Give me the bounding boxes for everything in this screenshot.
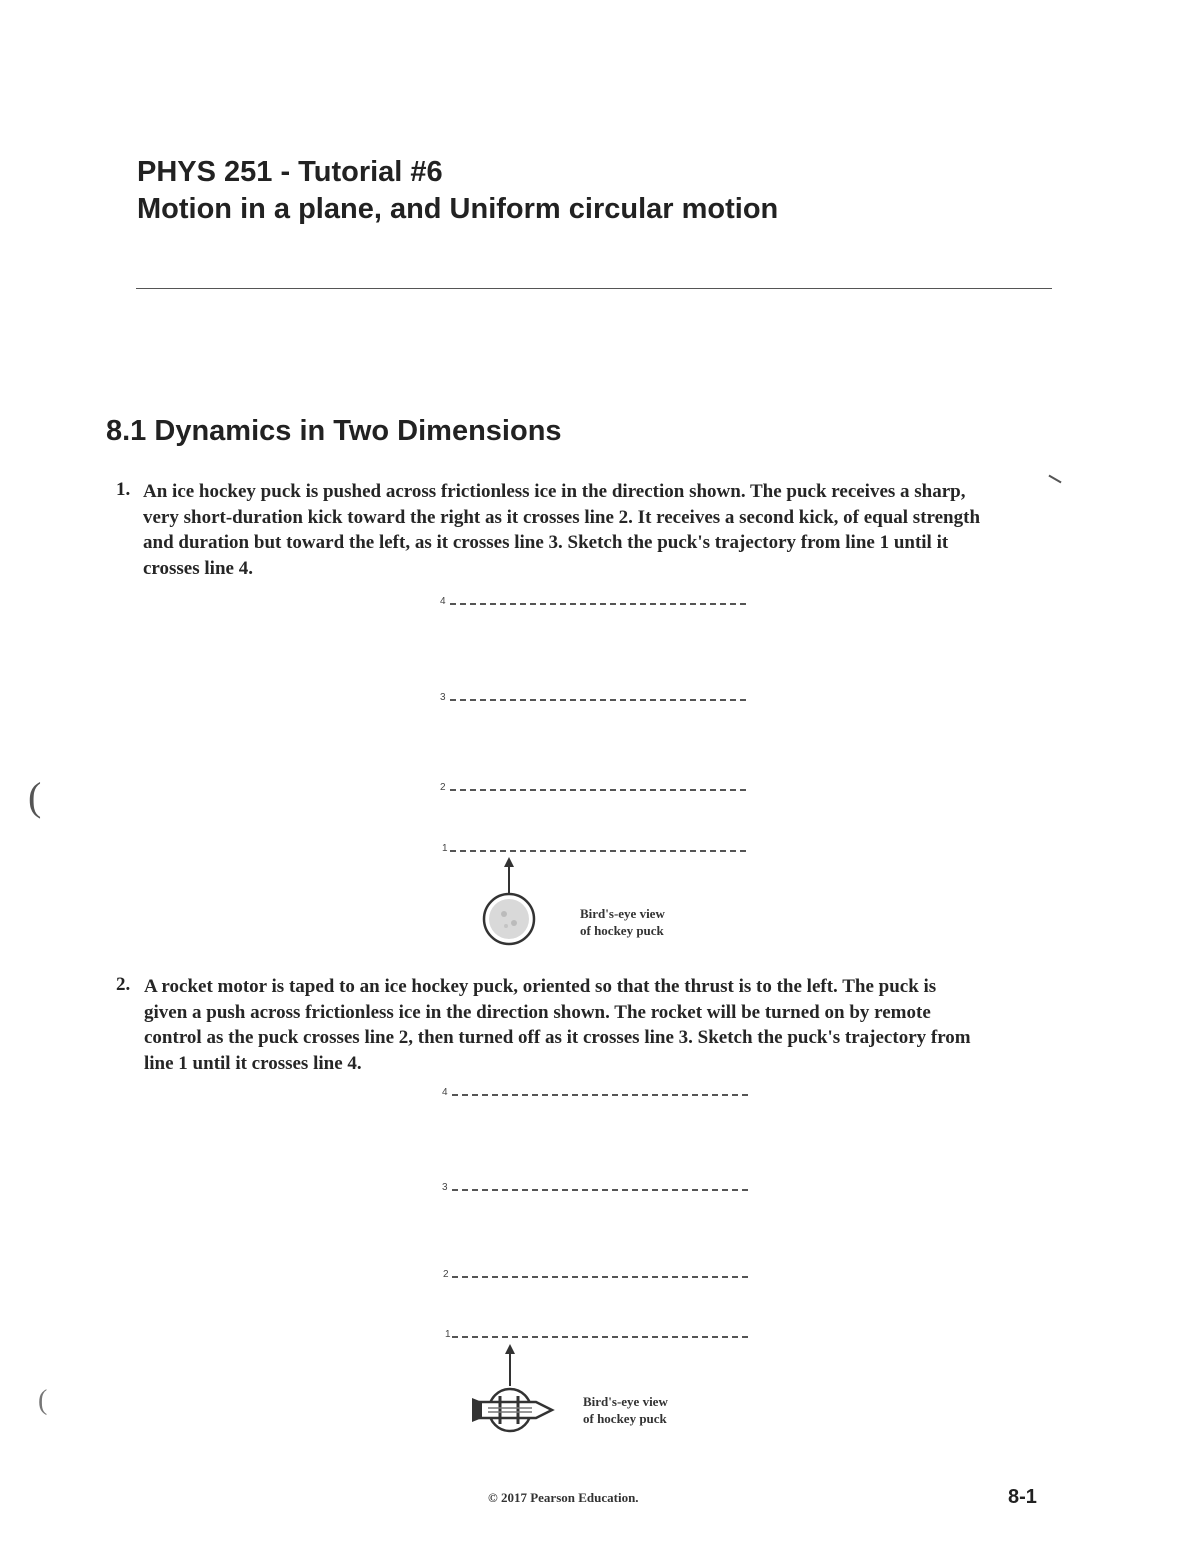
question-text-line: control as the puck crosses line 2, then turned off as it crosses line 3. Sketch the puck's trajectory from — [144, 1027, 971, 1048]
puck-caption — [583, 1393, 668, 1427]
line-label-1: 1 — [442, 843, 448, 854]
question-text-line: A rocket motor is taped to an ice hockey puck, oriented so that the thrust is to the left. The puck is — [144, 976, 937, 997]
question-text-line: very short-duration kick toward the right as it crosses line 2. It receives a second kick, of equal strength — [143, 506, 981, 528]
margin-mark: ( — [28, 774, 42, 819]
dashed-line-4 — [450, 603, 746, 605]
question-1-text — [143, 479, 980, 581]
question-text-line: and duration but toward the left, as it crosses line 3. Sketch the puck's trajectory from line 1 until it — [143, 532, 949, 553]
question-text-line: crosses line 4. — [143, 557, 253, 579]
puck-caption — [580, 905, 665, 939]
dashed-line-4 — [452, 1094, 748, 1096]
dashed-line-3 — [450, 699, 746, 701]
up-arrow-icon — [504, 857, 514, 893]
question-text-line: given a push across frictionless ice in the direction shown. The rocket will be turned on by remote — [144, 1001, 931, 1023]
question-text-line: An ice hockey puck is pushed across frictionless ice in the direction shown. The puck receives a sharp, — [143, 481, 966, 502]
dashed-line-2 — [450, 789, 746, 791]
line-label-3: 3 — [442, 1182, 448, 1193]
line-label-3: 3 — [440, 692, 446, 703]
up-arrow-icon — [505, 1344, 515, 1386]
dashed-line-3 — [452, 1189, 748, 1191]
rocket-puck-icon — [466, 1342, 558, 1434]
header-divider — [136, 288, 1052, 289]
hockey-puck-icon — [476, 855, 540, 947]
section-title: 8.1 Dynamics in Two Dimensions — [106, 415, 562, 447]
question-2-number: 2. — [116, 974, 131, 995]
line-label-4: 4 — [442, 1087, 448, 1098]
dashed-line-2 — [452, 1276, 748, 1278]
caption-line: of hockey puck — [583, 1411, 667, 1426]
question-1-number: 1. — [116, 479, 131, 500]
margin-mark: ( — [38, 1385, 48, 1416]
dashed-line-1 — [452, 1336, 748, 1338]
caption-line: Bird's-eye view — [583, 1394, 668, 1409]
course-topic: Motion in a plane, and Uniform circular motion — [137, 193, 779, 225]
caption-line: Bird's-eye view — [580, 906, 665, 921]
caption-line: of hockey puck — [580, 923, 664, 938]
question-text-line: line 1 until it crosses line 4. — [144, 1052, 362, 1074]
page-title — [137, 154, 778, 228]
question-2-text — [144, 974, 971, 1076]
page-number: 8-1 — [1008, 1486, 1037, 1508]
course-title: PHYS 251 - Tutorial #6 — [137, 156, 443, 188]
copyright: © 2017 Pearson Education. — [488, 1490, 639, 1505]
line-label-1: 1 — [445, 1329, 451, 1340]
line-label-2: 2 — [440, 782, 446, 793]
line-label-2: 2 — [443, 1269, 449, 1280]
dashed-line-1 — [450, 850, 746, 852]
line-label-4: 4 — [440, 596, 446, 607]
stray-mark — [1048, 475, 1061, 484]
